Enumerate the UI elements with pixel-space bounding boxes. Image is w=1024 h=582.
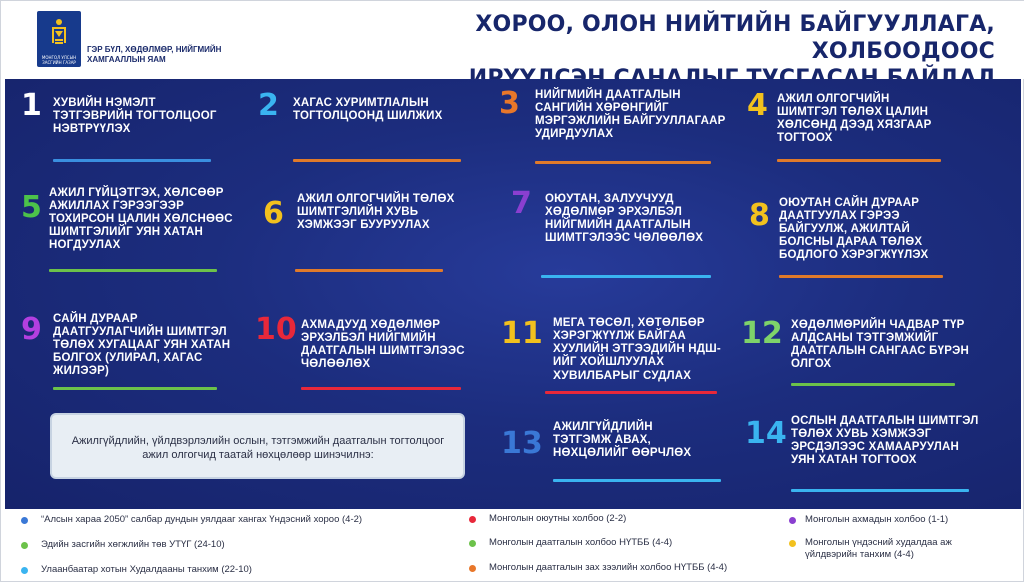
item-number-11: 11 bbox=[501, 316, 543, 351]
item-text-11-main: МЕГА ТӨСӨЛ, ХӨТӨЛБӨР ХЭРЭГЖҮҮЛЖ БАЙГАА ХУУЛИЙН ЭТГЭЭДИЙН НДШ-ИЙГ ХОЙШЛУУЛАХ bbox=[553, 317, 721, 368]
item-text-10: АХМАДУУД ХӨДӨЛМӨР ЭРХЭЛБЭЛ НИЙГМИЙН ДААТГАЛЫН ШИМТГЭЛЭЭС ЧӨЛӨӨЛӨХ bbox=[301, 319, 465, 370]
item-number-4: 4 bbox=[747, 88, 768, 123]
item-number-9: 9 bbox=[21, 312, 42, 347]
legend-dot-3 bbox=[21, 567, 28, 574]
item-text-4: АЖИЛ ОЛГОГЧИЙН ШИМТГЭЛ ТӨЛӨХ ЦАЛИН ХӨЛСӨНД ДЭЭД ХЯЗГААР ТОГТООХ bbox=[777, 93, 932, 144]
item-number-3: 3 bbox=[499, 86, 520, 121]
item-underline-1 bbox=[53, 159, 211, 162]
legend-item-4: Монголын оюутны холбоо (2-2) bbox=[489, 513, 627, 524]
item-text-7: ОЮУТАН, ЗАЛУУЧУУД ХӨДӨЛМӨР ЭРХЭЛБЭЛ НИЙГМИЙН ДААТГАЛЫН ШИМТГЭЛЭЭС ЧӨЛӨӨЛӨХ bbox=[545, 193, 704, 244]
government-emblem-logo bbox=[37, 11, 81, 67]
item-text-11-tail: СУДЛАХ bbox=[639, 370, 692, 382]
item-number-6: 6 bbox=[263, 196, 284, 231]
item-number-13: 13 bbox=[501, 426, 543, 461]
item-underline-4 bbox=[777, 159, 941, 162]
item-underline-9 bbox=[53, 387, 217, 390]
item-underline-3 bbox=[535, 161, 711, 164]
legend-item-1: “Алсын хараа 2050” салбар дундын уялдааг хангах Үндэсний хороо (4-2) bbox=[41, 514, 363, 525]
legend-dot-4 bbox=[469, 516, 476, 523]
item-number-14: 14 bbox=[745, 416, 787, 451]
item-number-10: 10 bbox=[255, 312, 297, 347]
item-number-7: 7 bbox=[511, 186, 532, 221]
legend-dot-7 bbox=[789, 517, 796, 524]
legend-dot-6 bbox=[469, 565, 476, 572]
legend-item-8: Монголын үндэсний худалдаа аж үйлдвэрийн танхим (4-4) bbox=[805, 537, 952, 560]
legend-item-5: Монголын даатгалын холбоо НҮТББ (4-4) bbox=[489, 537, 673, 548]
item-text-11-highlight: ХУВИЛБАРЫГ bbox=[553, 368, 640, 382]
legend-dot-2 bbox=[21, 542, 28, 549]
legend-item-2: Эдийн засгийн хөгжлийн төв УТҮГ (24-10) bbox=[41, 539, 225, 550]
legend-item-7: Монголын ахмадын холбоо (1-1) bbox=[805, 514, 949, 525]
ministry-name: ГЭР БҮЛ, ХӨДӨЛМӨР, НИЙГМИЙН ХАМГААЛЛЫН ЯАМ bbox=[87, 45, 222, 64]
legend-dot-1 bbox=[21, 517, 28, 524]
item-underline-10 bbox=[301, 387, 461, 390]
legend-dot-8 bbox=[789, 540, 796, 547]
item-text-1: ХУВИЙН НЭМЭЛТ ТЭТГЭВРИЙН ТОГТОЛЦООГ НЭВТРҮҮЛЭХ bbox=[53, 97, 217, 135]
item-number-5: 5 bbox=[21, 190, 42, 225]
item-number-2: 2 bbox=[258, 88, 279, 123]
item-text-6: АЖИЛ ОЛГОГЧИЙН ТӨЛӨХ ШИМТГЭЛИЙН ХУВЬ ХЭМЖЭЭГ БУУРУУЛАХ bbox=[297, 193, 455, 231]
note-text: Ажилгүйдлийн, үйлдвэрлэлийн ослын, тэтгэмжийн даатгалын тогтолцоог ажил олгогчид таатай нөхцөлөөр шинэчилнэ: bbox=[71, 435, 445, 461]
item-text-13: АЖИЛГҮЙДЛИЙН ТЭТГЭМЖ АВАХ, НӨХЦӨЛИЙГ ӨӨРЧЛӨХ bbox=[553, 421, 692, 459]
proposals-panel bbox=[5, 79, 1021, 509]
item-underline-2 bbox=[293, 159, 461, 162]
item-number-1: 1 bbox=[21, 88, 42, 123]
item-text-14: ОСЛЫН ДААТГАЛЫН ШИМТГЭЛ ТӨЛӨХ ХУВЬ ХЭМЖЭЭГ ЭРСДЭЛЭЭС ХАМААРУУЛАН УЯН ХАТАН ТОГТООХ bbox=[791, 415, 979, 466]
item-underline-12 bbox=[791, 383, 955, 386]
item-underline-6 bbox=[295, 269, 443, 272]
item-text-5: АЖИЛ ГҮЙЦЭТГЭХ, ХӨЛСӨӨР АЖИЛЛАХ ГЭРЭЭГЭЭР ТОХИРСОН ЦАЛИН ХӨЛСНӨӨС ШИМТГЭЛИЙГ УЯН ХАТАН НОГДУУЛАХ bbox=[49, 187, 233, 251]
legend-item-6: Монголын даатгалын зах зээлийн холбоо НҮТББ (4-4) bbox=[489, 562, 728, 573]
item-underline-13 bbox=[553, 479, 721, 482]
item-underline-11 bbox=[545, 391, 717, 394]
header bbox=[1, 1, 1024, 79]
item-text-3: НИЙГМИЙН ДААТГАЛЫН САНГИЙН ХӨРӨНГИЙГ МЭРГЭЖЛИЙН БАЙГУУЛЛАГААР УДИРДУУЛАХ bbox=[535, 89, 726, 140]
logo-caption: МОНГОЛ УЛСЫН ЗАСГИЙН ГАЗАР bbox=[41, 55, 77, 65]
item-underline-7 bbox=[541, 275, 711, 278]
note-box bbox=[50, 413, 465, 479]
item-text-2: ХАГАС ХУРИМТЛАЛЫН ТОГТОЛЦООНД ШИЛЖИХ bbox=[293, 97, 443, 122]
item-underline-14 bbox=[791, 489, 969, 492]
legend bbox=[5, 509, 1021, 581]
item-number-12: 12 bbox=[741, 316, 783, 351]
item-text-9: САЙН ДУРААР ДААТГУУЛАГЧИЙН ШИМТГЭЛ ТӨЛӨХ ХУГАЦААГ УЯН ХАТАН БОЛГОХ (УЛИРАЛ, ХАГАС ЖИЛЭЭР) bbox=[53, 313, 231, 377]
item-text-12: ХӨДӨЛМӨРИЙН ЧАДВАР ТҮР АЛДСАНЫ ТЭТГЭМЖИЙГ ДААТГАЛЫН САНГААС БҮРЭН ОЛГОХ bbox=[791, 319, 969, 370]
item-underline-5 bbox=[49, 269, 217, 272]
item-underline-8 bbox=[779, 275, 943, 278]
item-text-11 bbox=[553, 317, 733, 383]
legend-dot-5 bbox=[469, 540, 476, 547]
item-number-8: 8 bbox=[749, 198, 770, 233]
item-text-8: ОЮУТАН САЙН ДУРААР ДААТГУУЛАХ ГЭРЭЭ БАЙГУУЛЖ, АЖИЛТАЙ БОЛСНЫ ДАРАА ТӨЛӨХ БОДЛОГО ХЭРЭГЖҮҮЛЭХ bbox=[779, 197, 929, 261]
title-line-1: ХОРОО, ОЛОН НИЙТИЙН БАЙГУУЛЛАГА, ХОЛБООДООС bbox=[475, 12, 995, 64]
legend-item-3: Улаанбаатар хотын Худалдааны танхим (22-10) bbox=[41, 564, 252, 575]
